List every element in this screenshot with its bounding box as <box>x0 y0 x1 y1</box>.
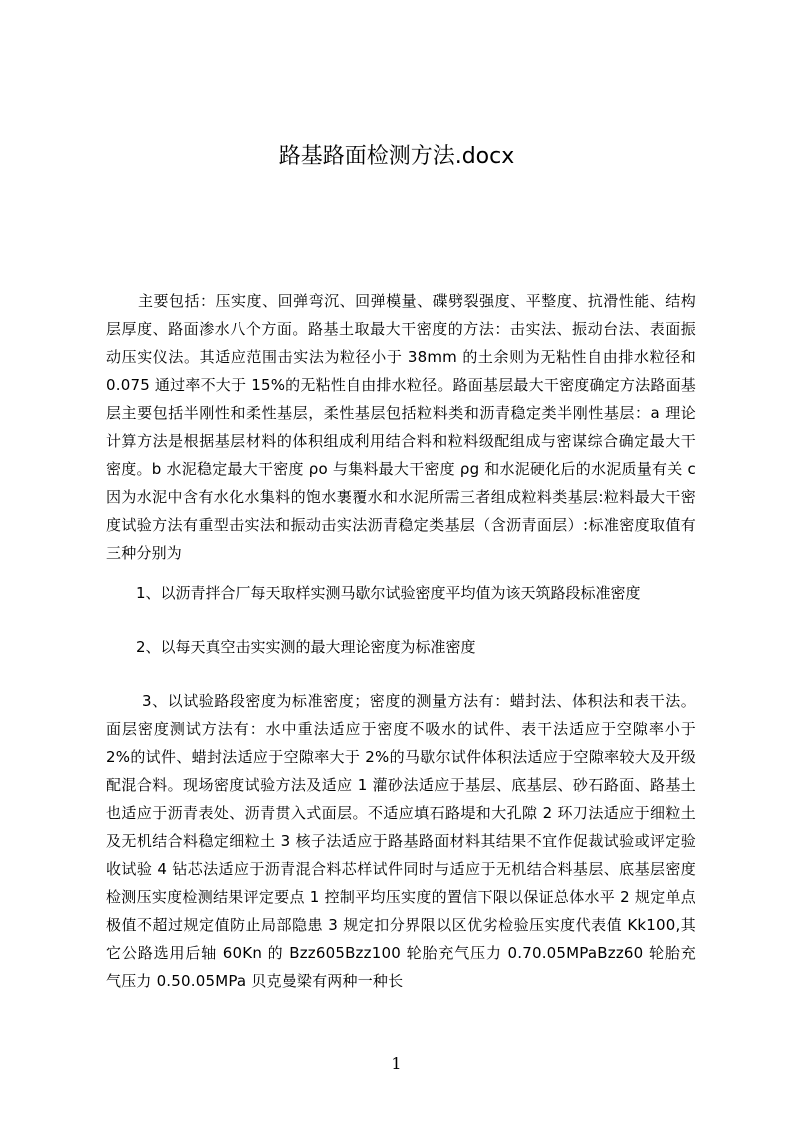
body-paragraph-3: 3、以试验路段密度为标准密度；密度的测量方法有：蜡封法、体积法和表干法。面层密度测试方法有：水中重法适应于密度不吸水的试件、表干法适应于空隙率小于 2%的试件、蜡封法适应于空隙率大于 2%的马歇尔试件体积法适应于空隙率较大及开级配混合料。现场密度试验方法及适应 1 灌砂法适应于基层、底基层、砂石路面、路基土也适应于沥青表处、沥青贯入式面层。不适应填石路堤和大孔隙 2 环刀法适应于细粒土及无机结合料稳定细粒土 3 核子法适应于路基路面材料其结果不宜作促裁试验或评定验收试验 4 钻芯法适应于沥青混合料芯样试件同时与适应于无机结合料基层、底基层密度检测压实度检测结果评定要点 1 控制平均压实度的置信下限以保证总体水平 2 规定单点极值不超过规定值防止局部隐患 3 规定扣分界限以区优劣检验压实度代表值 Kk100,其它公路选用后轴 60Kn 的 Bzz605Bzz100 轮胎充气压力 0.70.05MPaBzz60 轮胎充气压力 0.50.05MPa 贝克曼梁有两种一种长 <box>106 692 696 990</box>
list-item-1: 1、以沥青拌合厂每天取样实测马歇尔试验密度平均值为该天筑路段标准密度 <box>136 584 641 602</box>
page-number: 1 <box>391 1054 402 1073</box>
document-title: 路基路面检测方法.docx <box>278 144 515 169</box>
body-paragraph-1: 主要包括：压实度、回弹弯沉、回弹模量、碟劈裂强度、平整度、抗滑性能、结构层厚度、路面渗水八个方面。路基土取最大干密度的方法：击实法、振动台法、表面振动压实仪法。其适应范围击实法为粒径小于 38mm 的土余则为无粘性自由排水粒径和 0.075 通过率不大于 15%的无粘性自由排水粒径。路面基层最大干密度确定方法路面基层主要包括半刚性和柔性基层，柔性基层包括粒料类和沥青稳定类半刚性基层：a 理论计算方法是根据基层材料的体积组成利用结合料和粒料级配组成与密谋综合确定最大干密度。b 水泥稳定最大干密度 ρo 与集料最大干密度 ρg 和水泥硬化后的水泥质量有关 c 因为水泥中含有水化水集料的饱水裹覆水和水泥所需三者组成粒料类基层:粒料最大干密度试验方法有重型击实法和振动击实法沥青稳定类基层（含沥青面层）:标准密度取值有三种分别为 <box>106 292 696 562</box>
list-item-2: 2、以每天真空击实实测的最大理论密度为标准密度 <box>136 638 476 656</box>
